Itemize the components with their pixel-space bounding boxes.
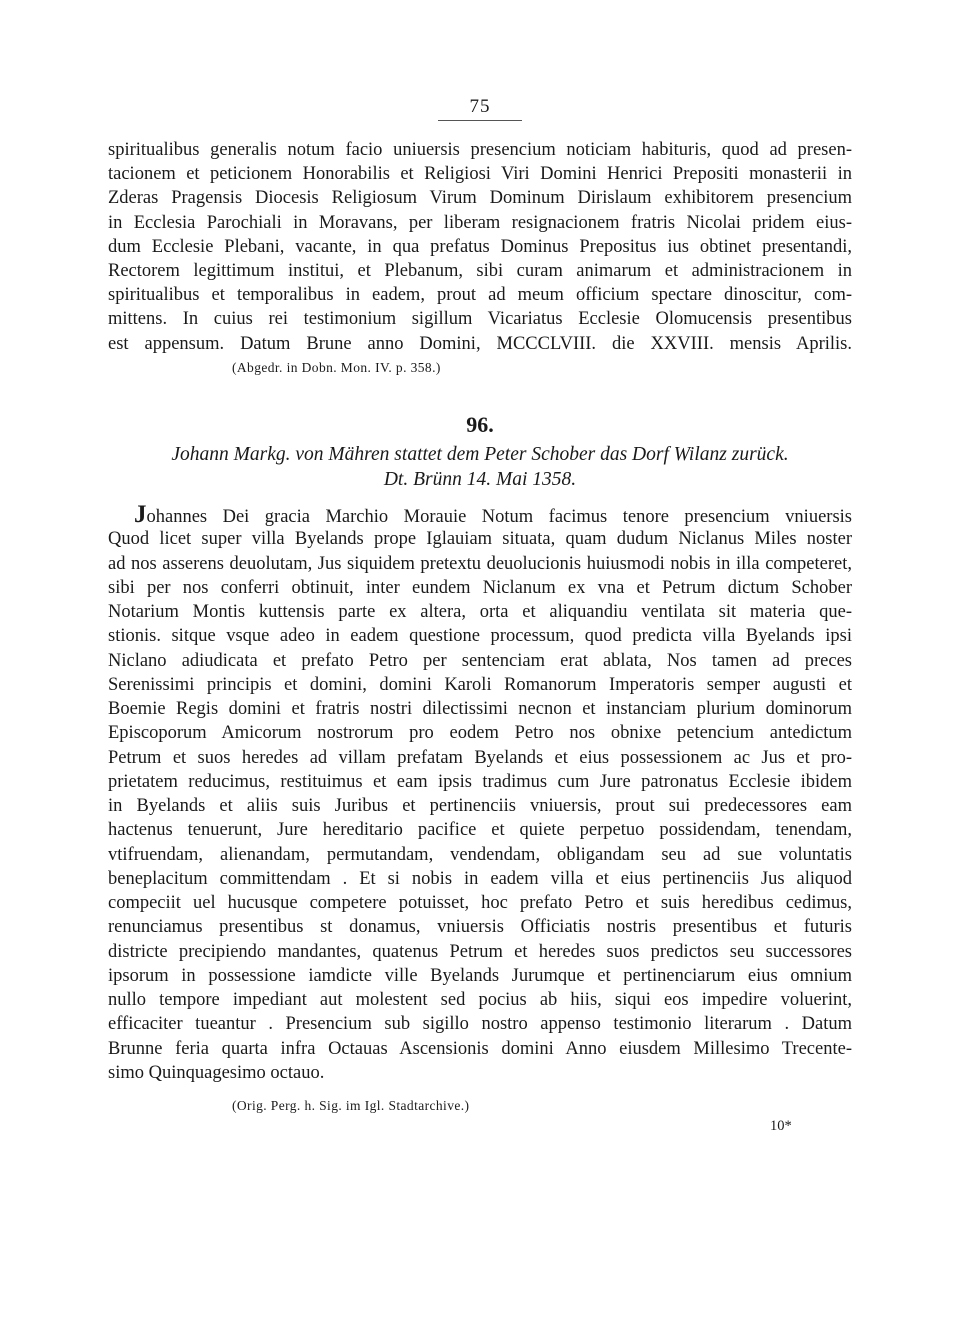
- text-line: sibi per nos conferri obtinuit, inter eundem Niclanum ex vna et Petrum dictum Schober: [108, 577, 852, 598]
- text-line: spiritualibus generalis notum facio uniuersis presencium noticiam habituris, quod ad presen-: [108, 140, 852, 160]
- page-number: 75: [469, 96, 491, 117]
- section1-paragraph: [108, 138, 852, 356]
- text-line: mittens. In cuius rei testimonium sigillum Vicariatus Ecclesie Olomucensis presentibus: [108, 309, 852, 330]
- initial-letter: J: [134, 501, 147, 528]
- text-line-content: ohannes Dei gracia Marchio Morauie Notum facimus tenore presencium vniuersis: [146, 507, 852, 527]
- text-line: hactenus tenuerunt, Jure hereditario pacifice et quiete perpetuo possidendam, tenendam,: [108, 820, 852, 841]
- text-line: dum Ecclesie Plebani, vacante, in qua prefatus Dominus Prepositus ius obtinet presentandi,: [108, 236, 852, 257]
- text-line: tacionem et peticionem Honorabilis et Religiosi Viri Domini Henrici Prepositi monasterii in: [108, 164, 852, 185]
- text-line: est appensum. Datum Brune anno Domini, MCCCLVIII. die XXVIII. mensis Aprilis.: [108, 333, 852, 354]
- text-line: Notarium Montis kuttensis parte ex altera, orta et aliquandiu ventilata sit materia que-: [108, 602, 852, 622]
- text-line: Quod licet super villa Byelands prope Iglauiam situata, quam dudum Niclanus Miles noster: [108, 529, 852, 550]
- text-line: Serenissimi principis et domini, domini Karoli Romanorum Imperatoris semper augusti et: [108, 674, 852, 695]
- source-note: (Abgedr. in Dobn. Mon. IV. p. 358.): [232, 360, 441, 375]
- text-line: in Ecclesia Parochiali in Moravans, per liberam resignacionem fratris Nicolai pridem eius-: [108, 212, 852, 233]
- text-line: renunciamus presentibus st donamus, vniuersis Officiatis nostris presentibus et futuris: [108, 917, 852, 938]
- page-number-rule: [438, 120, 522, 121]
- text-line: ipsorum in possessione iamdicte ville Byelands Jurumque et pertinenciarum eius omnium: [108, 965, 852, 986]
- text-line: Niclano adiudicata et prefato Petro per sentenciam erat ablata, Nos tamen ad preces: [108, 650, 852, 671]
- text-line: efficaciter tueantur . Presencium sub sigillo nostro appenso testimonio literarum . Datum: [108, 1014, 852, 1035]
- text-line: Petrum et suos heredes ad villam prefatam Byelands et eius possessionem ac Jus et pro-: [108, 747, 852, 768]
- document-title: Johann Markg. von Mähren stattet dem Peter Schober das Dorf Wilanz zurück.: [171, 444, 789, 465]
- text-line: compeciit uel hucusque competere potuisset, hoc prefato Petro et suis heredibus cedimus,: [108, 893, 852, 913]
- text-line: spiritualibus et temporalibus in eadem, prout ad meum officium spectare dinoscitur, com-: [108, 285, 852, 306]
- text-line: simo Quinquagesimo octauo.: [108, 1062, 325, 1083]
- text-line: stionis. sitque vsque adeo in eadem questione processum, quod predicta villa Byelands ipsi: [108, 626, 852, 647]
- text-line: Boemie Regis domini et fratris nostri dilectissimi necnon et instanciam plurium dominorum: [108, 699, 852, 719]
- document-number: 96.: [466, 412, 494, 437]
- text-line: Zderas Pragensis Diocesis Religiosum Virum Dominum Dirislaum exhibitorem presencium: [108, 188, 852, 209]
- text-line: nullo tempore impediant aut molestent sed pocius ab hiis, siqui eos impedire voluerint,: [108, 990, 852, 1010]
- document-body: [108, 503, 852, 1085]
- signature-mark: 10*: [770, 1118, 792, 1134]
- text-line: beneplacitum committendam . Et si nobis in eadem villa et eius pertinenciis Jus aliquod: [108, 868, 852, 889]
- text-line: prietatem reducimus, restituimus et eam ipsis tradimus cum Jure patronatus Ecclesie ibidem: [108, 771, 852, 792]
- text-line: in Byelands et aliis suis Juribus et pertinenciis vniuersis, prout sui predecessores eam: [108, 796, 852, 816]
- text-line: Episcoporum Amicorum nostrorum pro eodem Petro nos obnixe petencium antedictum: [108, 723, 852, 744]
- text-line: vtifruendam, alienandam, permutandam, vendendam, obligandam seu ad sue voluntatis: [108, 844, 852, 865]
- text-line: Rectorem legittimum institui, et Plebanum, sibi curam animarum et administracionem in: [108, 260, 852, 281]
- text-line: ad nos asserens deuolutam, Jus siquidem pretextu deuolucionis huiusmodi nobis in illa competeret,: [108, 553, 852, 574]
- document-date: Dt. Brünn 14. Mai 1358.: [383, 469, 577, 490]
- text-line: Brunne feria quarta infra Octauas Ascensionis domini Anno eiusdem Millesimo Trecente-: [108, 1038, 852, 1059]
- text-line: [108, 503, 852, 527]
- text-line: districte precipiendo mandantes, quatenus Petrum et heredes suos predictos seu successores: [108, 941, 852, 962]
- source-note: (Orig. Perg. h. Sig. im Igl. Stadtarchive.): [232, 1098, 470, 1113]
